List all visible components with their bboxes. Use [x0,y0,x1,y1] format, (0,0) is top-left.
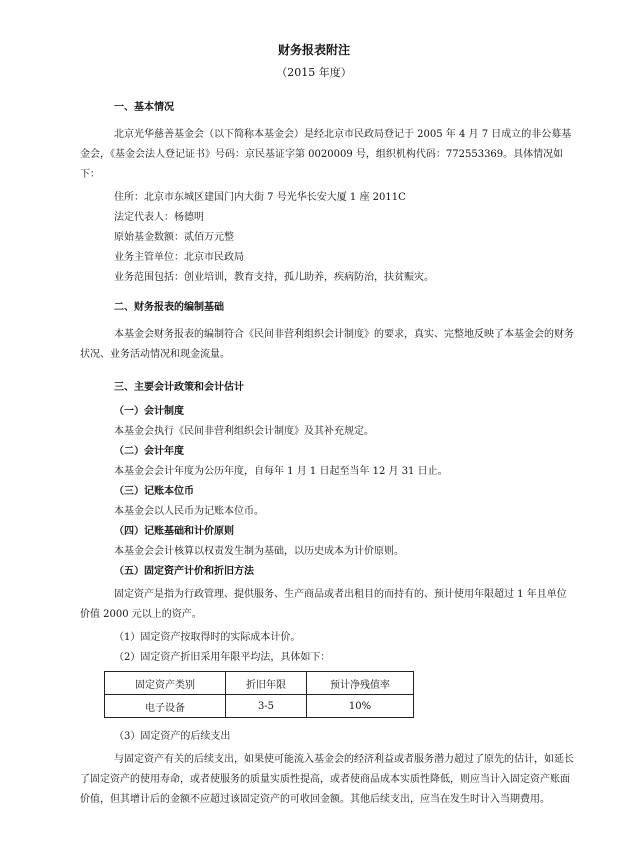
representative-line: 法定代表人：杨德明 [114,212,204,223]
table-header-row [105,672,414,695]
subsection-1-heading: （一）会计制度 [114,406,184,417]
subsection-5-item-3: （3）固定资产的后续支出 [114,731,231,742]
subsection-5-item-1: （1）固定资产按取得时的实际成本计价。 [114,632,301,643]
table-cell: 电子设备 [105,695,226,718]
subsection-3-heading: （三）记账本位币 [114,486,194,497]
fund-line: 原始基金数额：贰佰万元整 [114,232,234,243]
table-cell: 3-5 [226,695,307,718]
table-header-cell: 固定资产类别 [105,672,226,695]
depreciation-table [104,671,414,718]
subsection-4-heading: （四）记账基础和计价原则 [114,526,234,537]
subsection-2-text: 本基金会会计年度为公历年度，自每年 1 月 1 日起至当年 12 月 31 日止。 [114,466,448,477]
subsection-1-text: 本基金会执行《民间非营利组织会计制度》及其补充规定。 [114,426,374,437]
address-line: 住所：北京市东城区建国门内大街 7 号光华长安大厦 1 座 2011C [114,192,406,203]
subsection-5-item-2: （2）固定资产折旧采用年限平均法，具体如下： [114,652,331,663]
document-title: 财务报表附注 [277,43,350,57]
scope-line: 业务范围包括：创业培训，教育支持，孤儿助养，疾病防治，扶贫赈灾。 [114,272,434,283]
subsection-3-text: 本基金会以人民币为记账本位币。 [114,506,264,517]
table-row [105,695,414,718]
section-1-intro: 北京光华慈善基金会（以下简称本基金会）是经北京市民政局登记于 2005 年 4 月 7 日成立的非公募基金会，《基金会法人登记证书》号码：京民基证字第 0020009 号，组织机构代码：772553369。具体情况如下： [80,129,572,180]
subsection-5-heading: （五）固定资产计价和折旧方法 [114,566,254,577]
section-3-heading: 三、主要会计政策和会计估计 [114,382,244,393]
supervisor-line: 业务主管单位：北京市民政局 [114,252,244,263]
document-body [80,101,574,816]
table-cell: 10% [307,695,414,718]
subsection-2-heading: （二）会计年度 [114,446,184,457]
subsection-5-item-3-text: 与固定资产有关的后续支出，如果使可能流入基金会的经济利益或者服务潜力超过了原先的估计，如延长了固定资产的使用寿命，或者使服务的质量实质性提高，或者使商品成本实质性降低，则应当计入固定资产账面价值，但其增计后的金额不应超过该固定资产的可收回金额。其他后续支出，应当在发生时计入当期费用。 [80,754,574,805]
section-1-heading: 一、基本情况 [114,102,174,113]
document-subtitle: （2015 年度） [276,66,352,79]
subsection-4-text: 本基金会会计核算以权责发生制为基础，以历史成本为计价原则。 [114,546,404,557]
table-header-cell: 折旧年限 [226,672,307,695]
section-2-heading: 二、财务报表的编制基础 [114,302,224,313]
subsection-5-text: 固定资产是指为行政管理、提供服务、生产商品或者出租目的而持有的、预计使用年限超过 1 年且单位价值 2000 元以上的资产。 [80,589,567,620]
section-2-text: 本基金会财务报表的编制符合《民间非营利组织会计制度》的要求，真实、完整地反映了本基金会的财务状况、业务活动情况和现金流量。 [80,329,574,360]
table-header-cell: 预计净残值率 [307,672,414,695]
